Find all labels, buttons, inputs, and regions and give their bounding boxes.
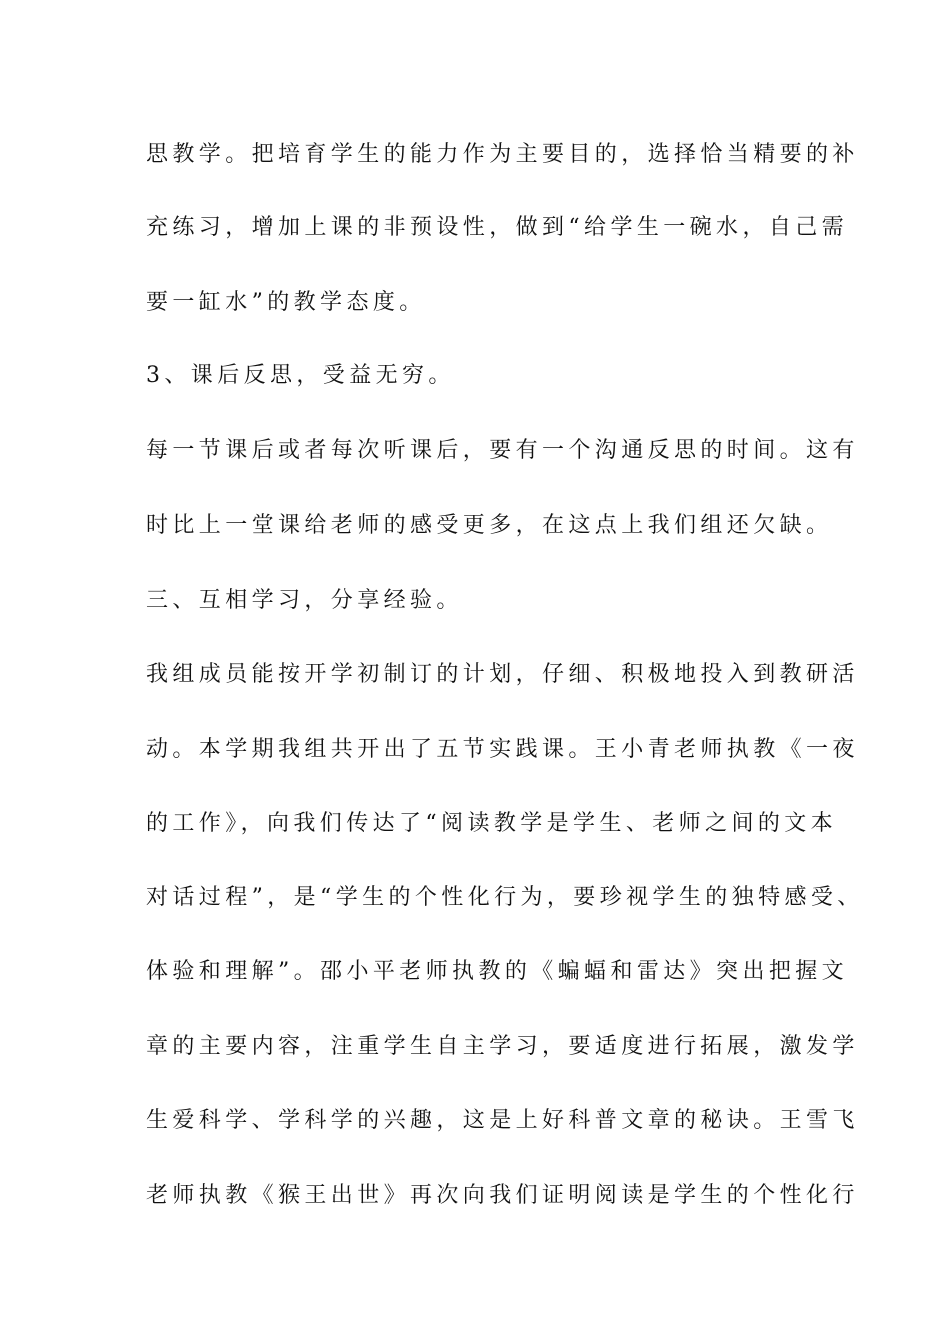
text-line-5: 每一节课后或者每次听课后，要有一个沟通反思的时间。这有 — [146, 438, 859, 463]
text-line-12: 体验和理解”。邵小平老师执教的《蝙蝠和雷达》突出把握文 — [146, 959, 849, 984]
text-line-10: 的工作》，向我们传达了“阅读教学是学生、老师之间的文本 — [146, 811, 838, 836]
section-heading-three: 三、互相学习，分享经验。 — [146, 588, 463, 613]
text-line-2: 充练习，增加上课的非预设性，做到“给学生一碗水，自己需 — [146, 215, 849, 240]
text-line-13: 章的主要内容，注重学生自主学习，要适度进行拓展，激发学 — [146, 1034, 859, 1059]
text-line-9: 动。本学期我组共开出了五节实践课。王小青老师执教《一夜 — [146, 737, 859, 762]
text-line-6: 时比上一堂课给老师的感受更多，在这点上我们组还欠缺。 — [146, 513, 833, 538]
text-line-15: 老师执教《猴王出世》再次向我们证明阅读是学生的个性化行 — [146, 1183, 859, 1208]
text-line-1: 思教学。把培育学生的能力作为主要目的，选择恰当精要的补 — [146, 142, 859, 167]
text-line-11: 对话过程”，是“学生的个性化行为，要珍视学生的独特感受、 — [146, 885, 864, 910]
text-line-8: 我组成员能按开学初制订的计划，仔细、积极地投入到教研活 — [146, 662, 859, 687]
text-line-3: 要一缸水”的教学态度。 — [146, 290, 426, 315]
text-line-14: 生爱科学、学科学的兴趣，这是上好科普文章的秘诀。王雪飞 — [146, 1108, 859, 1133]
section-heading-3: 3、课后反思，受益无穷。 — [146, 363, 455, 388]
